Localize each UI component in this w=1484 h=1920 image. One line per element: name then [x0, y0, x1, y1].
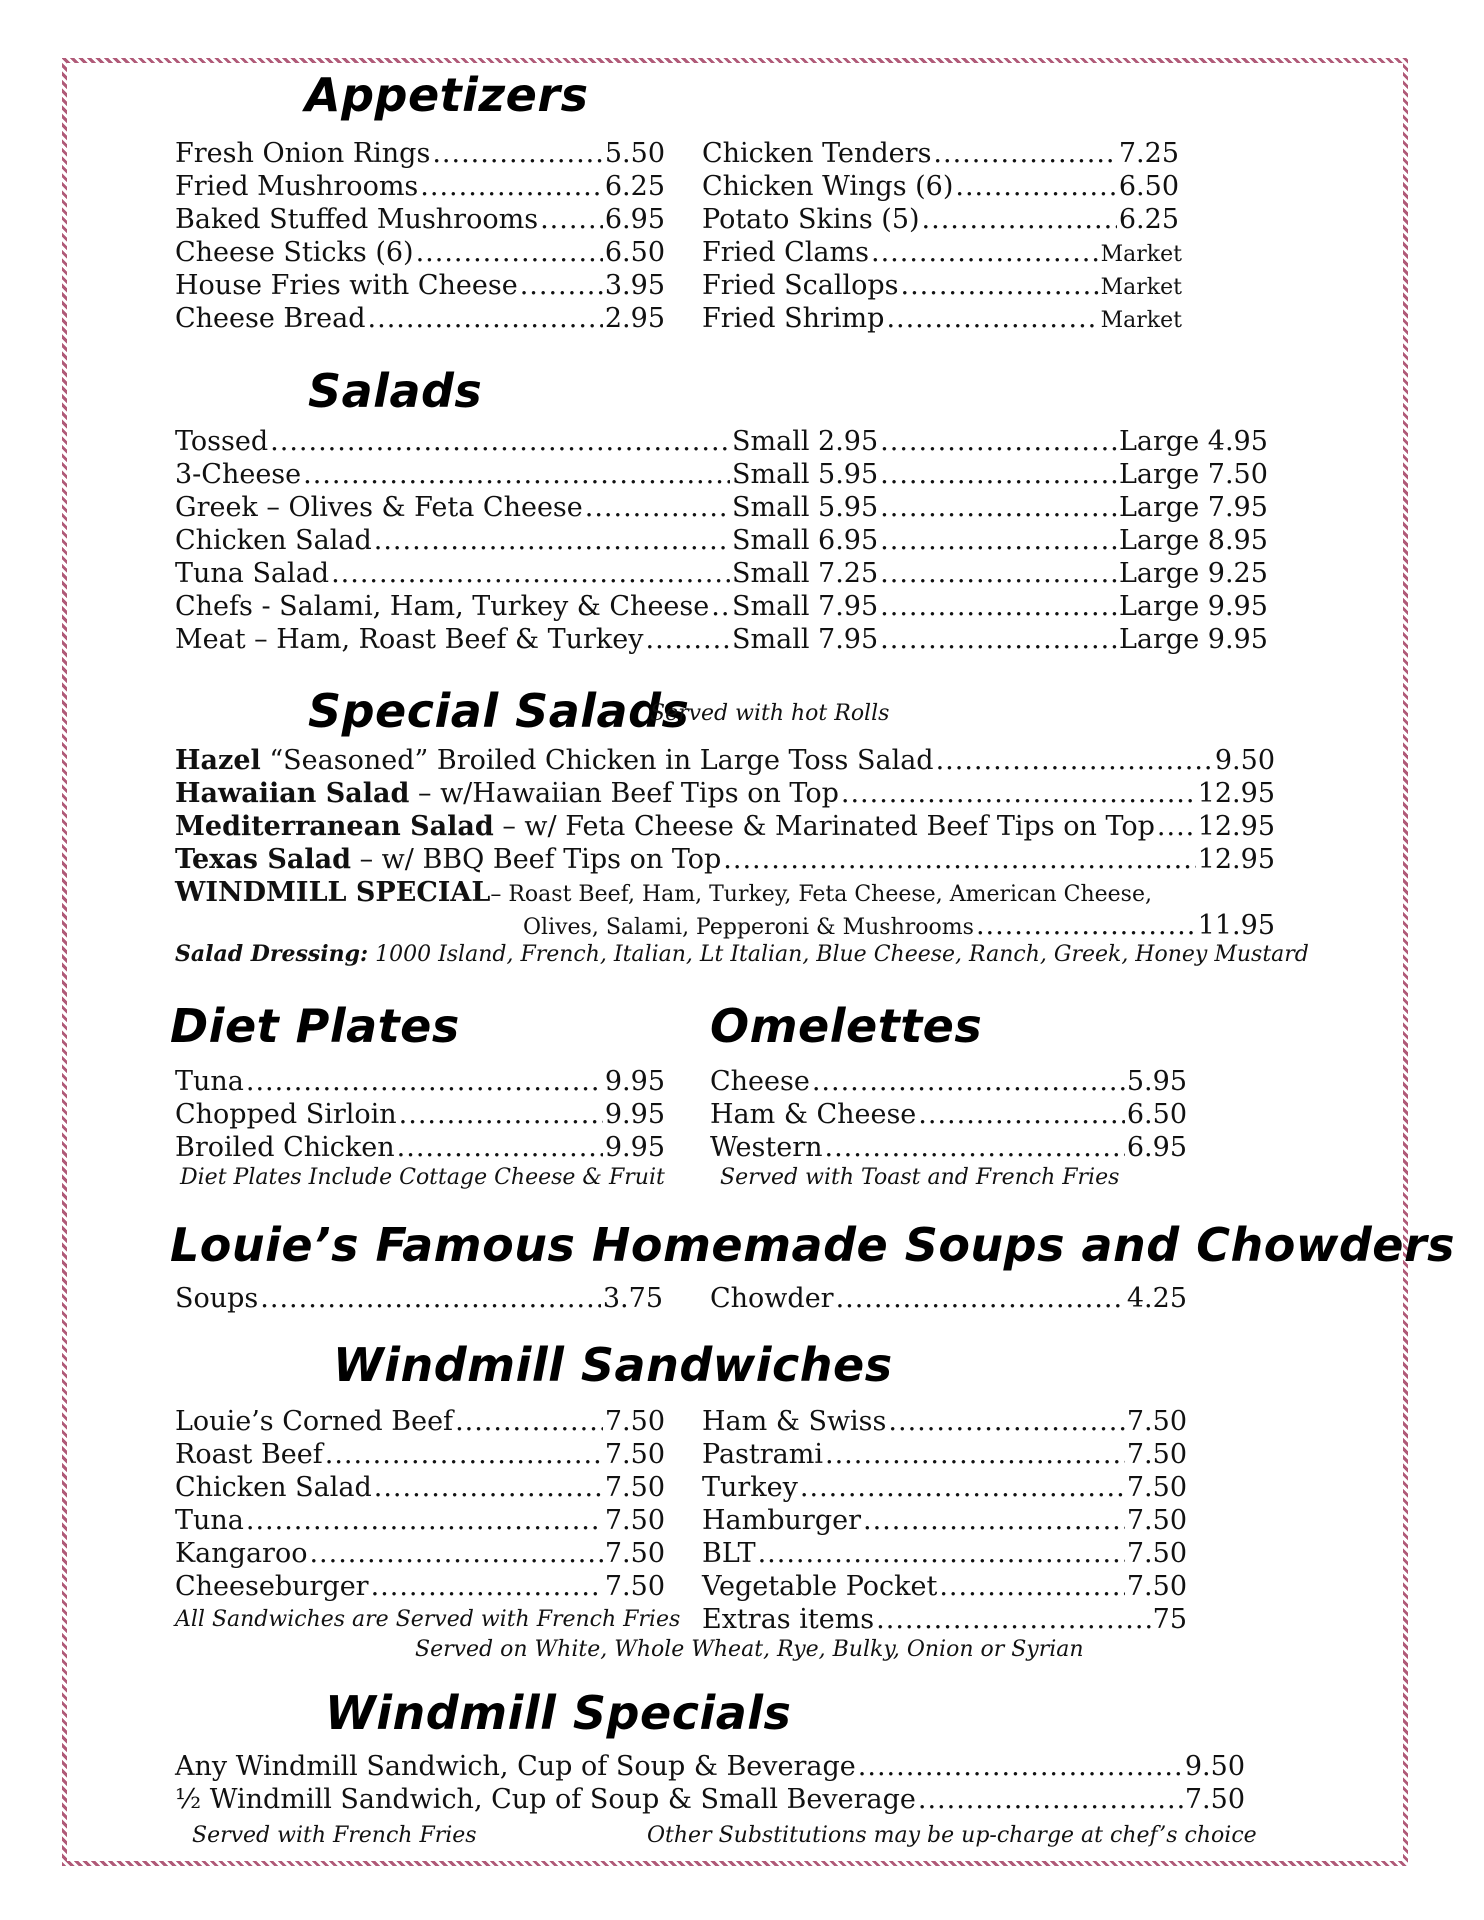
diet-plates-heading: Diet Plates [170, 999, 460, 1053]
salad-small-segment [732, 524, 1119, 557]
item-name: Soups [175, 1283, 259, 1314]
small-price: Small 7.95 [732, 624, 879, 655]
leader-dots [863, 1504, 1125, 1537]
item-price: 7.50 [1126, 1505, 1187, 1536]
item-description: “Seasoned” Broiled Chicken in Large Toss Salad [260, 745, 934, 776]
omelettes-heading: Omelettes [710, 999, 983, 1053]
salad-small-segment [732, 623, 1119, 656]
item-name: Chopped Sirloin [175, 1099, 397, 1130]
item-price: 7.50 [1126, 1538, 1187, 1569]
sandwich-item [175, 1438, 665, 1471]
leader-dots [880, 491, 1117, 524]
salad-item [175, 557, 1268, 590]
leader-dots [455, 1405, 603, 1438]
item-name: Cheese Bread [175, 303, 366, 334]
item-name: House Fries with Cheese [175, 270, 518, 301]
leader-dots [800, 1471, 1125, 1504]
windmill-special-line2 [523, 909, 1275, 942]
sandwich-item [175, 1471, 665, 1504]
appetizer-item [175, 269, 665, 302]
leader-dots [841, 777, 1196, 810]
chowder-item [710, 1282, 1187, 1315]
leader-dots [758, 1537, 1125, 1570]
item-name: Turkey [702, 1472, 798, 1503]
omelette-item [710, 1098, 1187, 1131]
item-price: 5.50 [604, 138, 665, 169]
item-name [175, 810, 1155, 843]
item-price: 7.50 [1126, 1571, 1187, 1602]
salad-item [175, 458, 1268, 491]
leader-dots [880, 458, 1117, 491]
sandwich-item [175, 1504, 665, 1537]
item-name: Tuna [175, 1505, 244, 1536]
special-salad-item [175, 744, 1275, 777]
sandwich-item [702, 1504, 1187, 1537]
appetizer-item [702, 302, 1182, 335]
item-price: 12.95 [1197, 811, 1275, 842]
item-price: 7.50 [604, 1505, 665, 1536]
leader-dots [420, 170, 603, 203]
item-price: 7.50 [604, 1472, 665, 1503]
salads-heading: Salads [308, 364, 483, 418]
leader-dots [520, 269, 603, 302]
leader-dots [416, 236, 603, 269]
item-name: Chicken Salad [175, 1472, 372, 1503]
leader-dots [858, 1750, 1183, 1783]
item-description: – Roast Beef, Ham, Turkey, Feta Cheese, American Cheese, [490, 882, 1152, 907]
salad-small-segment [732, 491, 1119, 524]
leader-dots [260, 1282, 601, 1315]
leader-dots [933, 137, 1116, 170]
item-price: 7.50 [1126, 1439, 1187, 1470]
specials-note-right: Other Substitutions may be up-charge at chef’s choice [647, 1823, 1257, 1848]
leader-dots [246, 1065, 603, 1098]
salad-small-segment [732, 458, 1119, 491]
appetizer-item [175, 203, 665, 236]
leader-dots [309, 1537, 602, 1570]
diet-plate-item [175, 1065, 665, 1098]
specials-heading: Windmill Specials [325, 1686, 792, 1740]
item-description: – w/ Feta Cheese & Marinated Beef Tips on Top [493, 811, 1155, 842]
item-name [175, 744, 934, 777]
item-name: Cheeseburger [175, 1571, 369, 1602]
leader-dots [901, 269, 1099, 302]
sandwich-item [702, 1603, 1187, 1636]
item-name: Louie’s Corned Beef [175, 1406, 454, 1437]
item-price: 3.75 [602, 1283, 663, 1314]
item-name: Ham & Cheese [710, 1099, 917, 1130]
item-name: Western [710, 1132, 823, 1163]
leader-dots [936, 744, 1213, 777]
leader-dots [368, 302, 603, 335]
appetizer-item [702, 236, 1182, 269]
item-name [175, 843, 721, 876]
item-name: Hamburger [702, 1505, 861, 1536]
item-price: 4.25 [1126, 1283, 1187, 1314]
item-price: 6.25 [604, 171, 665, 202]
sandwiches-heading: Windmill Sandwiches [333, 1338, 893, 1392]
sandwich-item [702, 1405, 1187, 1438]
item-name: Meat – Ham, Roast Beef & Turkey [175, 624, 644, 655]
item-price: 9.95 [604, 1066, 665, 1097]
item-name: ½ Windmill Sandwich, Cup of Soup & Small Beverage [175, 1784, 916, 1815]
sandwiches-note: All Sandwiches are Served with French Fries [175, 1607, 681, 1632]
sandwich-item [702, 1438, 1187, 1471]
appetizer-item [702, 137, 1179, 170]
item-name: Chefs - Salami, Ham, Turkey & Cheese [175, 591, 710, 622]
item-price: Market [1100, 275, 1182, 300]
salad-name-segment [175, 590, 732, 623]
leader-dots [374, 524, 730, 557]
item-price: 9.95 [604, 1132, 665, 1163]
bread-options-note: Served on White, Whole Wheat, Rye, Bulky, Onion or Syrian [415, 1637, 1084, 1662]
dressing-list: 1000 Island, French, Italian, Lt Italian, Blue Cheese, Ranch, Greek, Honey Mustard [368, 942, 1309, 967]
salad-item [175, 491, 1268, 524]
sandwich-item [702, 1471, 1187, 1504]
sandwich-item [175, 1537, 665, 1570]
appetizer-item [175, 302, 665, 335]
item-name: Kangaroo [175, 1538, 308, 1569]
leader-dots [711, 590, 730, 623]
item-price: Market [1100, 308, 1182, 333]
salad-item [175, 623, 1268, 656]
large-price: Large 8.95 [1119, 525, 1268, 556]
item-name: Chicken Wings (6) [702, 171, 954, 202]
item-name: Fried Mushrooms [175, 171, 419, 202]
item-name: Greek – Olives & Feta Cheese [175, 492, 583, 523]
item-name: Extras items [702, 1604, 875, 1635]
item-price: 6.95 [604, 204, 665, 235]
leader-dots [432, 137, 603, 170]
dressing-label: Salad Dressing: [175, 941, 369, 967]
item-price: 9.95 [604, 1099, 665, 1130]
leader-dots [270, 425, 730, 458]
large-price: Large 4.95 [1119, 426, 1268, 457]
item-name: Tuna Salad [175, 558, 330, 589]
item-price: 6.50 [604, 237, 665, 268]
special-salads-subtitle: Served with hot Rolls [650, 701, 890, 726]
item-price: 7.50 [604, 1406, 665, 1437]
item-price: Market [1100, 242, 1182, 267]
item-price: 2.95 [604, 303, 665, 334]
small-price: Small 7.95 [732, 591, 879, 622]
salad-item [175, 524, 1268, 557]
salad-small-segment [732, 590, 1119, 623]
salad-item [175, 425, 1268, 458]
leader-dots [888, 1405, 1124, 1438]
leader-dots [825, 1438, 1125, 1471]
leader-dots [246, 1504, 603, 1537]
small-price: Small 5.95 [732, 492, 879, 523]
leader-dots [723, 843, 1195, 876]
leader-dots [886, 302, 1098, 335]
sandwich-item [702, 1570, 1187, 1603]
leader-dots [976, 909, 1196, 942]
leader-dots [325, 1438, 603, 1471]
item-price: 12.95 [1197, 844, 1275, 875]
specials-note-left: Served with French Fries [192, 1823, 477, 1848]
leader-dots [955, 170, 1116, 203]
item-price: 9.50 [1184, 1751, 1245, 1782]
leader-dots [880, 590, 1117, 623]
small-price: Small 2.95 [732, 426, 879, 457]
leader-dots [880, 425, 1117, 458]
item-description: – w/ BBQ Beef Tips on Top [351, 844, 722, 875]
diet-plates-note: Diet Plates Include Cottage Cheese & Fruit [180, 1165, 665, 1190]
item-price: 7.50 [1184, 1784, 1245, 1815]
item-name-bold: WINDMILL SPECIAL [175, 877, 491, 908]
small-price: Small 6.95 [732, 525, 879, 556]
large-price: Large 9.25 [1119, 558, 1268, 589]
leader-dots [918, 1098, 1125, 1131]
item-price: 9.50 [1214, 745, 1275, 776]
item-name: Vegetable Pocket [702, 1571, 938, 1602]
item-name: Cheese Sticks (6) [175, 237, 414, 268]
item-price: 75 [1152, 1604, 1187, 1635]
salad-name-segment [175, 458, 732, 491]
large-price: Large 9.95 [1119, 591, 1268, 622]
leader-dots [922, 203, 1117, 236]
item-name: Ham & Swiss [702, 1406, 887, 1437]
appetizer-item [175, 236, 665, 269]
item-name: Potato Skins (5) [702, 204, 920, 235]
leader-dots [918, 1783, 1183, 1816]
special-item [175, 1783, 1245, 1816]
windmill-special-line1 [175, 876, 1275, 909]
salad-name-segment [175, 491, 732, 524]
item-price: 5.95 [1126, 1066, 1187, 1097]
salad-dressing-note [175, 940, 1309, 969]
sandwich-item [175, 1405, 665, 1438]
salad-name-segment [175, 557, 732, 590]
leader-dots [585, 491, 730, 524]
item-name-bold: Texas Salad [175, 844, 351, 875]
item-name: Fried Scallops [702, 270, 899, 301]
leader-dots [880, 623, 1117, 656]
item-name: Chowder [710, 1283, 834, 1314]
item-name-bold: Hazel [175, 745, 261, 776]
item-name [175, 777, 839, 810]
item-name: Fried Clams [702, 237, 869, 268]
leader-dots [371, 1570, 603, 1603]
large-price: Large 7.95 [1119, 492, 1268, 523]
salad-small-segment [732, 425, 1119, 458]
special-salad-item [175, 843, 1275, 876]
appetizers-heading: Appetizers [305, 68, 589, 122]
item-price: 7.50 [1126, 1472, 1187, 1503]
appetizer-item [702, 203, 1179, 236]
item-name: Fried Shrimp [702, 303, 885, 334]
leader-dots [825, 1131, 1125, 1164]
appetizer-item [702, 170, 1179, 203]
salad-small-segment [732, 557, 1119, 590]
special-salad-item [175, 810, 1275, 843]
leader-dots [880, 557, 1117, 590]
special-item [175, 1750, 1245, 1783]
appetizer-item [702, 269, 1182, 302]
item-price: 6.95 [1126, 1132, 1187, 1163]
item-name: Chicken Tenders [702, 138, 932, 169]
item-name: Tuna [175, 1066, 244, 1097]
item-price: 11.95 [1197, 910, 1275, 941]
omelettes-note: Served with Toast and French Fries [720, 1165, 1120, 1190]
leader-dots [331, 557, 730, 590]
sandwich-item [175, 1570, 665, 1603]
leader-dots [871, 236, 1099, 269]
item-name: Pastrami [702, 1439, 823, 1470]
item-price: 7.50 [604, 1538, 665, 1569]
item-name: Any Windmill Sandwich, Cup of Soup & Beverage [175, 1751, 856, 1782]
item-price: 6.50 [1118, 171, 1179, 202]
large-price: Large 7.50 [1119, 459, 1268, 490]
item-description: Olives, Salami, Pepperoni & Mushrooms [523, 915, 974, 940]
item-price: 6.50 [1126, 1099, 1187, 1130]
salad-name-segment [175, 623, 732, 656]
item-price: 6.25 [1118, 204, 1179, 235]
item-price: 7.25 [1118, 138, 1179, 169]
diet-plate-item [175, 1131, 665, 1164]
leader-dots [876, 1603, 1150, 1636]
item-price: 12.95 [1197, 778, 1275, 809]
item-name-bold: Hawaiian Salad [175, 778, 410, 809]
leader-dots [836, 1282, 1125, 1315]
salad-name-segment [175, 425, 732, 458]
diet-plate-item [175, 1098, 665, 1131]
special-salad-item [175, 777, 1275, 810]
small-price: Small 5.95 [732, 459, 879, 490]
leader-dots [1157, 810, 1196, 843]
item-name: Roast Beef [175, 1439, 323, 1470]
item-price: 7.50 [604, 1571, 665, 1602]
item-name: Tossed [175, 426, 269, 457]
item-name: Cheese [710, 1066, 810, 1097]
item-name-bold: Mediterranean Salad [175, 811, 494, 842]
special-salads-heading: Special Salads [308, 684, 690, 738]
salad-item [175, 590, 1268, 623]
item-name: Broiled Chicken [175, 1132, 395, 1163]
soup-item [175, 1282, 663, 1315]
item-price: 7.50 [1126, 1406, 1187, 1437]
leader-dots [374, 1471, 603, 1504]
leader-dots [812, 1065, 1125, 1098]
item-description: – w/Hawaiian Beef Tips on Top [409, 778, 839, 809]
leader-dots [540, 203, 603, 236]
item-price: 3.95 [604, 270, 665, 301]
item-name: BLT [702, 1538, 756, 1569]
soups-heading: Louie’s Famous Homemade Soups and Chowders [170, 1218, 1456, 1272]
appetizer-item [175, 170, 665, 203]
item-name: Chicken Salad [175, 525, 372, 556]
leader-dots [939, 1570, 1125, 1603]
leader-dots [397, 1131, 603, 1164]
sandwich-item [702, 1537, 1187, 1570]
omelette-item [710, 1131, 1187, 1164]
leader-dots [399, 1098, 603, 1131]
item-name: 3-Cheese [175, 459, 302, 490]
leader-dots [303, 458, 730, 491]
item-name: Baked Stuffed Mushrooms [175, 204, 539, 235]
small-price: Small 7.25 [732, 558, 879, 589]
appetizer-item [175, 137, 665, 170]
salad-name-segment [175, 524, 732, 557]
omelette-item [710, 1065, 1187, 1098]
item-price: 7.50 [604, 1439, 665, 1470]
large-price: Large 9.95 [1119, 624, 1268, 655]
leader-dots [880, 524, 1117, 557]
item-name: Fresh Onion Rings [175, 138, 431, 169]
leader-dots [646, 623, 730, 656]
